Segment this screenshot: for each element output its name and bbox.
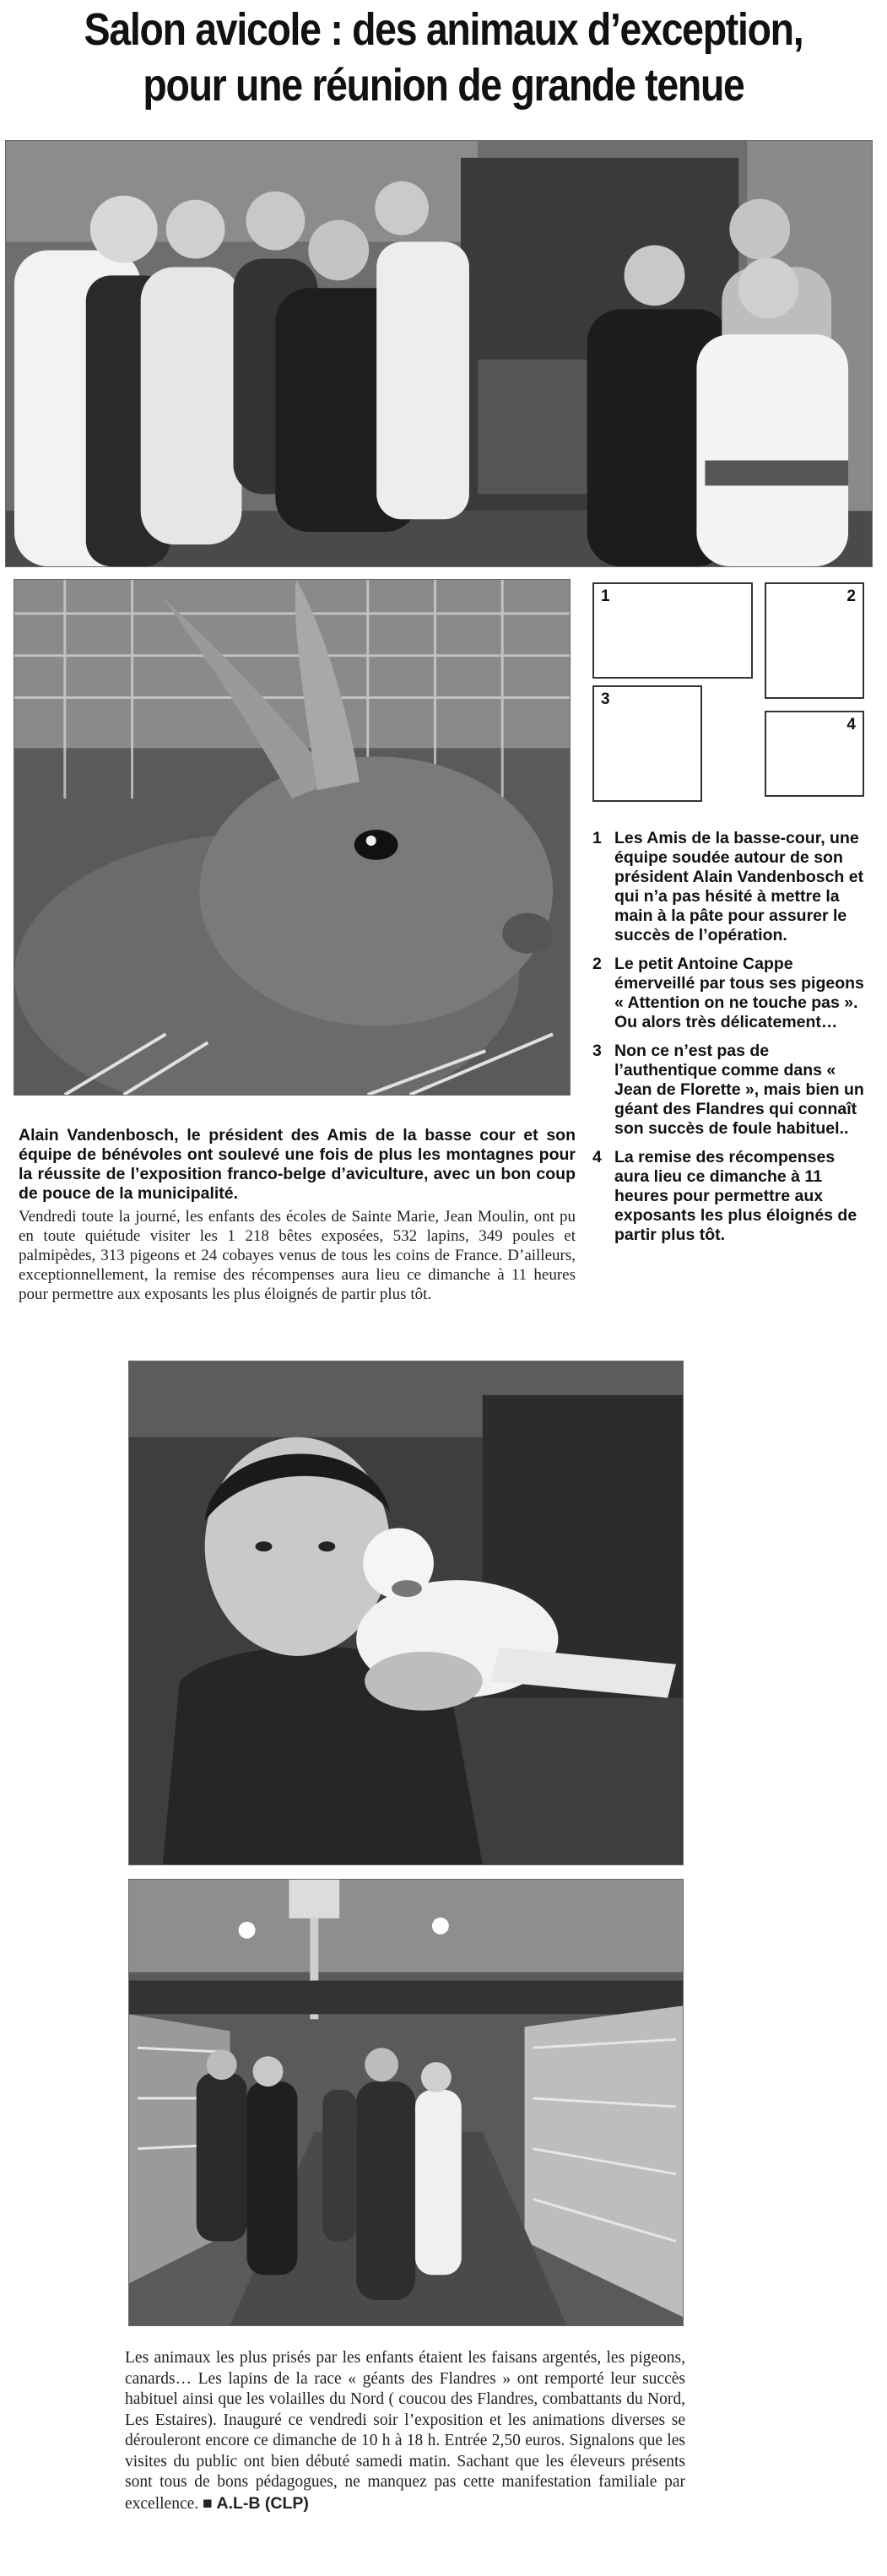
caption-number: 1 — [592, 829, 602, 847]
article-lead: Alain Vandenbosch, le président des Amis de la basse cour et son équipe de bénévoles ont soulevé une fois de plus les montagnes pour la réussite de l’exposition franco-belge d’aviculture, avec un bon coup de pouce de la municipalité. — [19, 1126, 576, 1203]
caption-list — [592, 829, 871, 1254]
photo-key-number-2: 2 — [846, 587, 856, 605]
caption-number: 2 — [592, 955, 602, 973]
caption-text: La remise des récompenses aura lieu ce dimanche à 11 heures pour permettre aux exposants les plus éloignés de partir plus tôt. — [614, 1148, 857, 1244]
article-body-2 — [125, 2348, 685, 2514]
rabbit-photo-image — [14, 580, 570, 1095]
exhibition-hall-photo — [128, 1879, 684, 2326]
rabbit-photo — [14, 579, 571, 1096]
group-photo-image — [6, 141, 872, 566]
boy-with-pigeon-photo — [128, 1361, 684, 1865]
headline-line-2: pour une réunion de grande tenue — [143, 60, 744, 111]
article-body-2-text: Les animaux les plus prisés par les enfants étaient les faisans argentés, les pigeons, canards… Les lapins de la race « géants des Flandres » ont remporté leur succès habituel ainsi que les volailles du Nord ( coucou des Flandres, combattants du Nord, Les Estaires). Inauguré ce vendredi soir l’exposition et les animations diverses se dérouleront encore ce dimanche de 10 h à 18 h. Entrée 2,50 euros. Signalons que les visites du public ont bien débuté samedi matin. Sachant que les éleveurs présents sont tous de bons pédagogues, ne manquez pas cette manifestation familiale par excellence. — [125, 2349, 685, 2513]
photo-key-box-3 — [592, 685, 702, 802]
photo-key-number-1: 1 — [601, 587, 610, 605]
group-photo — [5, 140, 873, 567]
caption-item — [592, 955, 871, 1032]
photo-key-number-4: 4 — [846, 716, 856, 733]
boy-with-pigeon-image — [129, 1361, 683, 1864]
caption-number: 3 — [592, 1042, 602, 1060]
caption-text: Les Amis de la basse-cour, une équipe soudée autour de son président Alain Vandenbosch et qui n’a pas hésité à mettre la main à la pâte pour assurer le succès de l’opération. — [614, 829, 864, 944]
exhibition-hall-image — [129, 1880, 683, 2325]
article-signature: ■ A.L-B (CLP) — [203, 2493, 309, 2513]
article-body-1: Vendredi toute la journé, les enfants des écoles de Sainte Marie, Jean Moulin, ont pu en toute quiétude visiter les 1 218 bêtes exposées, 532 lapins, 349 poules et palmipèdes, 313 pigeons et 24 cobayes venus de tous les coins de France. D’ailleurs, exceptionnellement, la remise des récompenses aura lieu ce dimanche à 11 heures pour permettre aux exposants les plus éloignés de partir plus tôt. — [19, 1208, 576, 1303]
caption-text: Non ce n’est pas de l’authentique comme dans « Jean de Florette », mais bien un géant des Flandres qui connaît son succès de foule habituel.. — [614, 1042, 864, 1138]
caption-number: 4 — [592, 1148, 602, 1166]
headline — [62, 2, 825, 113]
caption-item — [592, 829, 871, 945]
photo-key-box-1 — [592, 582, 753, 679]
photo-key-box-4 — [765, 711, 864, 797]
headline-line-1: Salon avicole : des animaux d’exception, — [84, 4, 803, 55]
caption-item — [592, 1042, 871, 1139]
photo-key-number-3: 3 — [601, 690, 610, 708]
caption-text: Le petit Antoine Cappe émerveillé par tous ses pigeons « Attention on ne touche pas ». Ou alors très délicatement… — [614, 955, 864, 1031]
photo-key-box-2 — [765, 582, 864, 699]
caption-item — [592, 1148, 871, 1245]
